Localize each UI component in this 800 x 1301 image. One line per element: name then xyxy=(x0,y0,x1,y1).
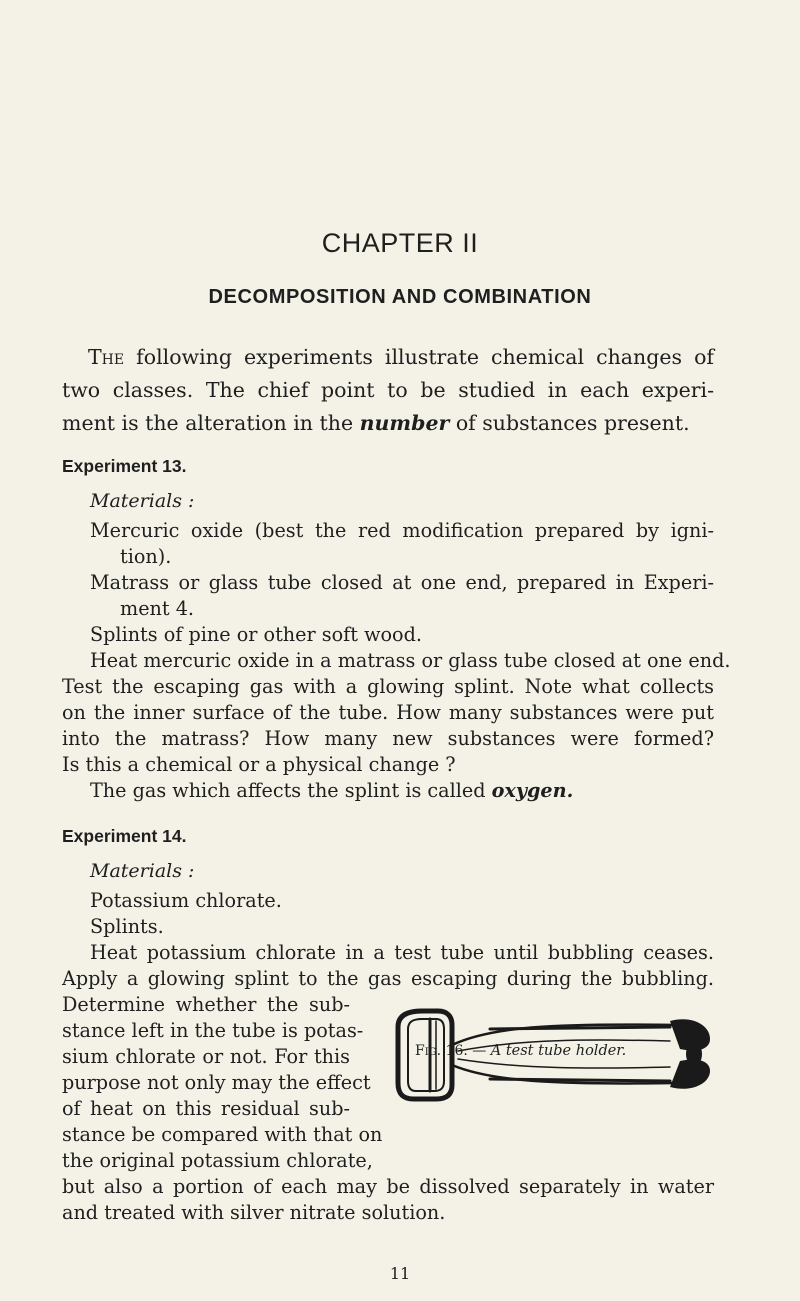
exp14-wrap-line-6: stance be compared with that on xyxy=(62,1123,383,1146)
intro-line-1: The following experiments illustrate chemical changes of xyxy=(88,345,714,369)
exp13-para-line-3: on the inner surface of the tube. How many substances were put xyxy=(62,701,714,724)
exp14-para-line-2: Apply a glowing splint to the gas escaping during the bubbling. xyxy=(62,967,714,990)
emphasis-oxygen: oxygen. xyxy=(491,779,574,802)
exp14-material-2: Splints. xyxy=(90,915,164,938)
exp14-wrap-line-2: stance left in the tube is potas- xyxy=(62,1019,364,1042)
exp13-material-2-line-1: Matrass or glass tube closed at one end, prepared in Experi- xyxy=(90,571,714,594)
exp13-material-1-line-1: Mercuric oxide (best the red modification prepared by igni- xyxy=(90,519,714,542)
exp14-para-line-1: Heat potassium chlorate in a test tube until bubbling ceases. xyxy=(90,941,714,964)
materials-label-14: Materials : xyxy=(90,860,195,882)
exp13-para-line-2: Test the escaping gas with a glowing splint. Note what collects xyxy=(62,675,714,698)
exp13-material-3: Splints of pine or other soft wood. xyxy=(90,623,422,646)
exp14-material-1: Potassium chlorate. xyxy=(90,889,282,912)
exp14-wrap-line-7: the original potassium chlorate, xyxy=(62,1149,373,1172)
exp14-para-line-3: but also a portion of each may be dissolved separately in water xyxy=(62,1175,714,1198)
exp13-para-line-1: Heat mercuric oxide in a matrass or glass tube closed at one end. xyxy=(90,649,731,672)
exp14-wrap-line-5: of heat on this residual sub- xyxy=(62,1097,350,1120)
exp13-material-2-line-2: ment 4. xyxy=(120,597,195,620)
intro-line-3: ment is the alteration in the number of substances present. xyxy=(62,411,690,435)
page-number: 11 xyxy=(389,1264,411,1283)
figure-caption-text: A test tube holder. xyxy=(490,1043,627,1059)
figure-label: Fig. 16. xyxy=(415,1043,468,1059)
exp14-wrap-line-4: purpose not only may the effect xyxy=(62,1071,371,1094)
figure-caption: Fig. 16. — A test tube holder. xyxy=(415,1043,627,1059)
emphasis-number: number xyxy=(359,411,450,435)
exp13-material-1-line-2: tion). xyxy=(120,545,172,568)
intro-dropcap-word: The xyxy=(88,345,125,369)
exp13-para-line-6: The gas which affects the splint is called oxygen. xyxy=(90,779,574,802)
exp13-para-line-5: Is this a chemical or a physical change ? xyxy=(62,753,456,776)
experiment-14-heading: Experiment 14. xyxy=(62,826,187,846)
exp13-para-line-4: into the matrass? How many new substances were formed? xyxy=(62,727,714,750)
exp14-wrap-line-1: Determine whether the sub- xyxy=(62,993,350,1016)
intro-line-2: two classes. The chief point to be studied in each experi- xyxy=(62,378,714,402)
exp14-para-line-4: and treated with silver nitrate solution. xyxy=(62,1201,446,1224)
experiment-13-heading: Experiment 13. xyxy=(62,456,187,476)
materials-label-13: Materials : xyxy=(90,490,195,512)
section-title: DECOMPOSITION AND COMBINATION xyxy=(208,286,592,308)
exp14-wrap-line-3: sium chlorate or not. For this xyxy=(62,1045,350,1068)
chapter-heading: CHAPTER II xyxy=(321,228,479,258)
